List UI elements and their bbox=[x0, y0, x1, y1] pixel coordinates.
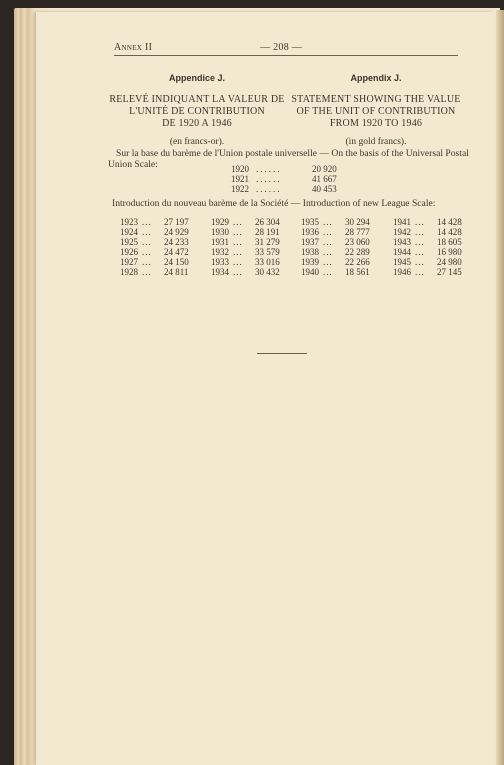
leader-dots: ... bbox=[323, 267, 333, 277]
annex-label: Annex II bbox=[114, 42, 153, 53]
year-cell: 1938 bbox=[301, 247, 319, 257]
leader-dots: ... bbox=[233, 267, 243, 277]
year-cell: 1940 bbox=[301, 267, 319, 277]
year-cell: 1943 bbox=[393, 237, 411, 247]
value-cell: 18 561 bbox=[345, 267, 370, 277]
table-column bbox=[211, 217, 297, 277]
year-cell: 1925 bbox=[120, 237, 138, 247]
table-row bbox=[393, 237, 479, 247]
value-cell: 24 150 bbox=[164, 257, 189, 267]
leader-dots: ... bbox=[415, 227, 425, 237]
year-cell: 1932 bbox=[211, 247, 229, 257]
table-row bbox=[120, 267, 206, 277]
value-cell: 14 428 bbox=[437, 217, 462, 227]
leader-dots: ... bbox=[233, 217, 243, 227]
table-row bbox=[120, 227, 206, 237]
french-title-line-2: L'UNITÉ DE CONTRIBUTION bbox=[129, 106, 265, 117]
french-title-line-1: RELEVÉ INDIQUANT LA VALEUR DE bbox=[109, 94, 285, 105]
leader-dots: ... bbox=[233, 257, 243, 267]
french-title-line-3: DE 1920 A 1946 bbox=[162, 118, 232, 129]
french-subtitle: (en francs-or). bbox=[169, 137, 225, 147]
running-head bbox=[78, 42, 458, 56]
value-cell: 23 060 bbox=[345, 237, 370, 247]
english-title-line-2: OF THE UNIT OF CONTRIBUTION bbox=[296, 106, 456, 117]
value-cell: 24 233 bbox=[164, 237, 189, 247]
table-row bbox=[301, 247, 387, 257]
table-row bbox=[120, 247, 206, 257]
leader-dots: ... bbox=[142, 217, 152, 227]
leader-dots: ... bbox=[142, 237, 152, 247]
leader-dots: ... bbox=[415, 217, 425, 227]
basis-line-2: Union Scale: bbox=[108, 159, 158, 170]
year-cell: 1930 bbox=[211, 227, 229, 237]
english-appendix-label: Appendix J. bbox=[350, 73, 402, 83]
leader-dots: ... bbox=[142, 247, 152, 257]
table-row bbox=[301, 217, 387, 227]
table-row bbox=[211, 237, 297, 247]
table-row bbox=[301, 257, 387, 267]
value-cell: 27 145 bbox=[437, 267, 462, 277]
value-cell: 27 197 bbox=[164, 217, 189, 227]
page-number: — 208 — bbox=[260, 42, 303, 53]
table-column bbox=[393, 217, 479, 277]
year-cell: 1927 bbox=[120, 257, 138, 267]
value-cell: 24 472 bbox=[164, 247, 189, 257]
value-cell: 31 279 bbox=[255, 237, 280, 247]
table-row bbox=[393, 247, 479, 257]
year-cell: 1936 bbox=[301, 227, 319, 237]
year-cell: 1941 bbox=[393, 217, 411, 227]
leader-dots: ... bbox=[415, 257, 425, 267]
leader-dots: ... bbox=[415, 237, 425, 247]
table-row bbox=[226, 174, 366, 184]
leader-dots: ... bbox=[142, 257, 152, 267]
table-row bbox=[393, 257, 479, 267]
leader-dots: ... bbox=[323, 227, 333, 237]
value-cell: 24 811 bbox=[164, 267, 189, 277]
year-cell: 1933 bbox=[211, 257, 229, 267]
table-row bbox=[393, 267, 479, 277]
year-cell: 1939 bbox=[301, 257, 319, 267]
english-subtitle: (in gold francs). bbox=[345, 137, 407, 147]
table-row bbox=[301, 227, 387, 237]
year-cell: 1946 bbox=[393, 267, 411, 277]
value-cell: 28 777 bbox=[345, 227, 370, 237]
value-cell: 24 980 bbox=[437, 257, 462, 267]
table-row bbox=[211, 227, 297, 237]
leader-dots: ... bbox=[323, 237, 333, 247]
value-cell: 18 605 bbox=[437, 237, 462, 247]
table-column bbox=[301, 217, 387, 277]
table-row bbox=[211, 217, 297, 227]
year-cell: 1929 bbox=[211, 217, 229, 227]
value-cell: 22 289 bbox=[345, 247, 370, 257]
year-cell: 1931 bbox=[211, 237, 229, 247]
value-cell: 28 191 bbox=[255, 227, 280, 237]
table-row bbox=[393, 227, 479, 237]
table-row bbox=[211, 257, 297, 267]
basis-line-1: Sur la base du barème de l'Union postale universelle — On the basis of the Universal Postal bbox=[116, 148, 469, 159]
year-cell: 1944 bbox=[393, 247, 411, 257]
leader-dots: ... bbox=[233, 237, 243, 247]
value-cell: 41 667 bbox=[312, 174, 337, 184]
value-cell: 30 432 bbox=[255, 267, 280, 277]
table-row bbox=[211, 247, 297, 257]
header-rule bbox=[114, 55, 458, 56]
year-cell: 1935 bbox=[301, 217, 319, 227]
value-cell: 30 294 bbox=[345, 217, 370, 227]
leader-dots: ... bbox=[323, 257, 333, 267]
french-appendix-label: Appendice J. bbox=[168, 73, 225, 83]
french-heading bbox=[96, 72, 298, 148]
table-row bbox=[120, 257, 206, 267]
value-cell: 33 016 bbox=[255, 257, 280, 267]
year-cell: 1934 bbox=[211, 267, 229, 277]
league-scale-intro: Introduction du nouveau barème de la Société — Introduction of new League Scale: bbox=[112, 198, 436, 209]
value-cell: 24 929 bbox=[164, 227, 189, 237]
year-cell: 1921 bbox=[231, 174, 249, 184]
table-row bbox=[226, 184, 366, 194]
leader-dots: ... bbox=[233, 227, 243, 237]
year-cell: 1942 bbox=[393, 227, 411, 237]
year-cell: 1937 bbox=[301, 237, 319, 247]
value-cell: 22 266 bbox=[345, 257, 370, 267]
upu-scale-table bbox=[226, 164, 366, 194]
leader-dots: ...... bbox=[256, 184, 282, 194]
year-cell: 1920 bbox=[231, 164, 249, 174]
leader-dots: ... bbox=[415, 247, 425, 257]
binding-edge bbox=[496, 10, 504, 765]
table-row bbox=[211, 267, 297, 277]
leader-dots: ... bbox=[142, 227, 152, 237]
table-row bbox=[393, 217, 479, 227]
table-row bbox=[226, 164, 366, 174]
leader-dots: ... bbox=[233, 247, 243, 257]
table-row bbox=[301, 237, 387, 247]
value-cell: 16 980 bbox=[437, 247, 462, 257]
end-rule bbox=[257, 353, 307, 354]
value-cell: 14 428 bbox=[437, 227, 462, 237]
leader-dots: ... bbox=[323, 217, 333, 227]
year-cell: 1924 bbox=[120, 227, 138, 237]
english-title-line-3: FROM 1920 TO 1946 bbox=[329, 118, 423, 129]
value-cell: 26 304 bbox=[255, 217, 280, 227]
english-heading bbox=[286, 72, 466, 148]
english-title-line-1: STATEMENT SHOWING THE VALUE bbox=[291, 94, 461, 105]
table-row bbox=[120, 217, 206, 227]
year-cell: 1928 bbox=[120, 267, 138, 277]
year-cell: 1922 bbox=[231, 184, 249, 194]
year-cell: 1945 bbox=[393, 257, 411, 267]
leader-dots: ...... bbox=[256, 174, 282, 184]
leader-dots: ... bbox=[415, 267, 425, 277]
table-column bbox=[120, 217, 206, 277]
leader-dots: ... bbox=[323, 247, 333, 257]
value-cell: 33 579 bbox=[255, 247, 280, 257]
year-cell: 1926 bbox=[120, 247, 138, 257]
year-cell: 1923 bbox=[120, 217, 138, 227]
leader-dots: ...... bbox=[256, 164, 282, 174]
value-cell: 20 920 bbox=[312, 164, 337, 174]
table-row bbox=[301, 267, 387, 277]
leader-dots: ... bbox=[142, 267, 152, 277]
table-row bbox=[120, 237, 206, 247]
value-cell: 40 453 bbox=[312, 184, 337, 194]
